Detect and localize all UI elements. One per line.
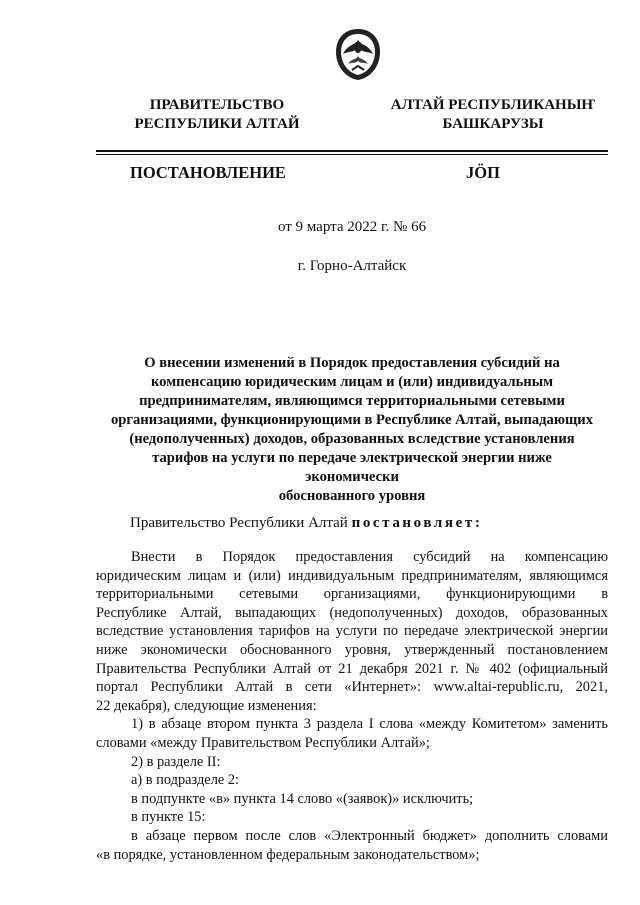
org-name-ru-line: РЕСПУБЛИКИ АЛТАЙ bbox=[134, 116, 300, 132]
coat-of-arms-emblem bbox=[332, 26, 384, 82]
org-name-alt-line: БАШКАРУЗЫ bbox=[442, 116, 544, 132]
document-city: г. Горно-Алтайск bbox=[297, 258, 407, 274]
header-divider-thin bbox=[96, 154, 608, 155]
document-type-russian: ПОСТАНОВЛЕНИЕ bbox=[130, 163, 286, 182]
body-line: Правительства Республики Алтай от 21 декабря 2021 г. № 402 (официальный bbox=[96, 660, 608, 677]
body-line: 1) в абзаце втором пункта 3 раздела I слова «между Комитетом» заменить bbox=[131, 716, 608, 733]
resolution-intro bbox=[130, 515, 482, 532]
intro-prefix: Правительство Республики Алтай bbox=[130, 515, 352, 531]
body-line: «в порядке, установленном федеральным законодательством»; bbox=[96, 846, 480, 863]
intro-verb: постановляет: bbox=[351, 515, 483, 531]
title-line: О внесении изменений в Порядок предоставления субсидий на bbox=[144, 355, 560, 371]
org-name-alt-line: АЛТАЙ РЕСПУБЛИКАНЫҤ bbox=[390, 97, 596, 113]
body-line: ниже экономически обоснованного уровня, утвержденный постановлением bbox=[96, 641, 608, 658]
body-line: 2) в разделе II: bbox=[131, 753, 221, 770]
body-line: портал Республики Алтай в сети «Интернет»: www.altai-republic.ru, 2021, bbox=[96, 679, 608, 696]
title-line: компенсацию юридическим лицам и (или) индивидуальным bbox=[150, 374, 554, 390]
body-line: словами «между Правительством Республики Алтай»; bbox=[96, 734, 430, 751]
document-type-altai: JÖП bbox=[466, 163, 500, 182]
body-line: в пункте 15: bbox=[131, 809, 206, 826]
document-body bbox=[96, 548, 608, 864]
body-line: юридическим лицам и (или) индивидуальным предпринимателям, являющимся bbox=[96, 567, 608, 584]
body-line: а) в подразделе 2: bbox=[131, 772, 240, 789]
body-line: Республике Алтай, выпадающих (недополученных) доходов, образованных bbox=[96, 604, 608, 621]
title-line: тарифов на услуги по передаче электрической энергии ниже экономически bbox=[152, 450, 552, 485]
title-line: предпринимателям, являющимся территориальными сетевыми bbox=[139, 393, 565, 409]
org-name-russian bbox=[122, 96, 312, 134]
body-line: в подпункте «в» пункта 14 слово «(заявок)» исключить; bbox=[131, 790, 474, 807]
body-line: вследствие установления тарифов на услуги по передаче электрической энергии bbox=[96, 623, 608, 640]
document-title bbox=[105, 354, 599, 506]
document-date-number: от 9 марта 2022 г. № 66 bbox=[277, 219, 427, 235]
title-line: организациями, функционирующими в Республике Алтай, выпадающих bbox=[110, 412, 594, 428]
header-divider-thick bbox=[96, 150, 608, 152]
body-line: в абзаце первом после слов «Электронный бюджет» дополнить словами bbox=[131, 827, 608, 844]
body-line: Внести в Порядок предоставления субсидий на компенсацию bbox=[131, 549, 608, 565]
title-line: обоснованного уровня bbox=[278, 488, 426, 504]
org-name-ru-line: ПРАВИТЕЛЬСТВО bbox=[149, 97, 285, 113]
title-line: (недополученных) доходов, образованных вследствие установления bbox=[129, 431, 575, 447]
org-name-altai bbox=[388, 96, 598, 134]
body-line: 22 декабря), следующие изменения: bbox=[96, 697, 317, 714]
body-line: территориальными сетевыми организациями, функционирующими в bbox=[96, 586, 608, 603]
